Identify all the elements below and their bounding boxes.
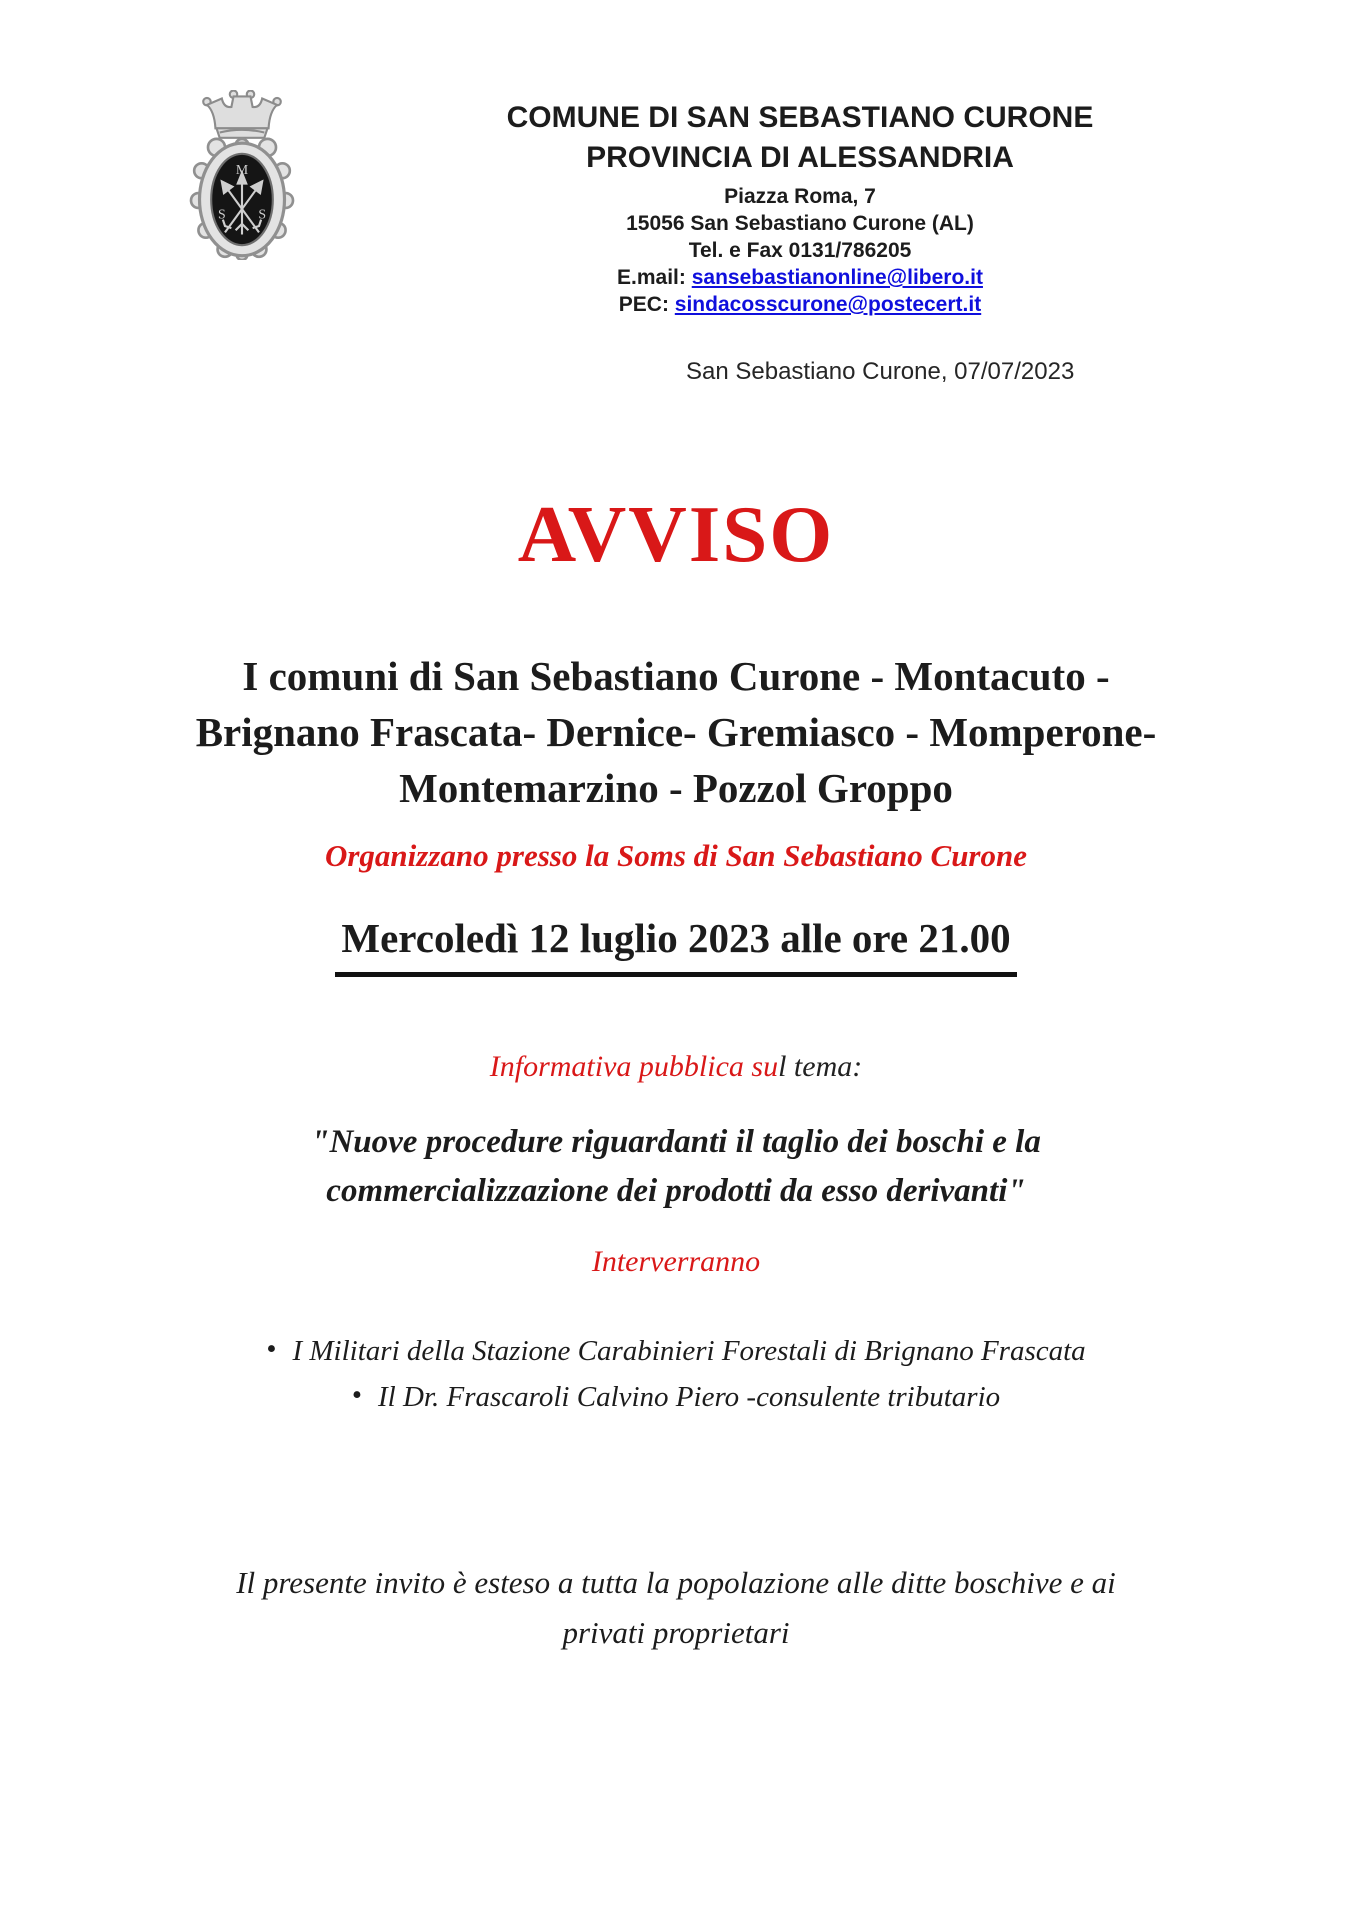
closing-line-1: Il presente invito è esteso a tutta la popolazione alle ditte boschive e ai (236, 1565, 1116, 1600)
closing-invitation (0, 1558, 1352, 1658)
notice-title: AVVISO (517, 489, 835, 579)
municipalities-line-2: Brignano Frascata- Dernice- Gremiasco - Momperone- (195, 709, 1157, 755)
speaker-item-1 (0, 1328, 1352, 1374)
letterhead (248, 98, 1352, 318)
topic-title-line-2: commercializzazione dei prodotti da esso derivanti" (326, 1173, 1026, 1209)
pec-link[interactable]: sindacosscurone@postecert.it (674, 293, 982, 316)
municipalities-line-1: I comuni di San Sebastiano Curone - Montacuto - (242, 653, 1110, 699)
place-date-line: San Sebastiano Curone, 07/07/2023 (686, 358, 1075, 385)
bullet-icon: • (266, 1333, 277, 1365)
pec-label: PEC: (618, 293, 675, 316)
speaker-1-text: I Militari della Stazione Carabinieri Forestali di Brignano Frascata (292, 1335, 1086, 1367)
topic-title-line-1: "Nuove procedure riguardanti il taglio dei boschi e la (311, 1124, 1041, 1160)
event-datetime (0, 912, 1352, 977)
speakers-heading: Interverranno (591, 1245, 761, 1278)
speaker-2-text: Il Dr. Frascaroli Calvino Piero -consulente tributario (378, 1381, 1001, 1413)
crest-letter-s-left: S (217, 206, 226, 222)
speaker-item-2 (0, 1374, 1352, 1420)
municipality-name: COMUNE DI SAN SEBASTIANO CURONE (506, 101, 1094, 134)
topic-intro-black: l tema: (778, 1050, 863, 1083)
topic-title (0, 1118, 1352, 1216)
pec-line (248, 291, 1352, 318)
address-line: Piazza Roma, 7 (724, 185, 876, 208)
email-link[interactable]: sansebastianonline@libero.it (691, 266, 983, 289)
phone-line: Tel. e Fax 0131/786205 (688, 239, 912, 262)
event-datetime-text: Mercoledì 12 luglio 2023 alle ore 21.00 (335, 912, 1016, 977)
municipalities-line-3: Montemarzino - Pozzol Groppo (399, 765, 953, 811)
topic-intro-red: Informativa pubblica su (489, 1050, 779, 1083)
organizer-line: Organizzano presso la Soms di San Sebastiano Curone (324, 838, 1027, 873)
email-label: E.mail: (617, 266, 692, 289)
email-line (248, 264, 1352, 291)
speakers-list (0, 1328, 1352, 1420)
bullet-icon: • (351, 1379, 363, 1411)
crest-letter-m: M (235, 161, 249, 177)
province-name: PROVINCIA DI ALESSANDRIA (586, 141, 1014, 174)
crest-letter-s-right: S (258, 206, 267, 222)
closing-line-2: privati proprietari (562, 1615, 790, 1650)
city-line: 15056 San Sebastiano Curone (AL) (626, 212, 974, 235)
topic-intro (0, 1048, 1352, 1086)
municipalities-list (0, 648, 1352, 816)
